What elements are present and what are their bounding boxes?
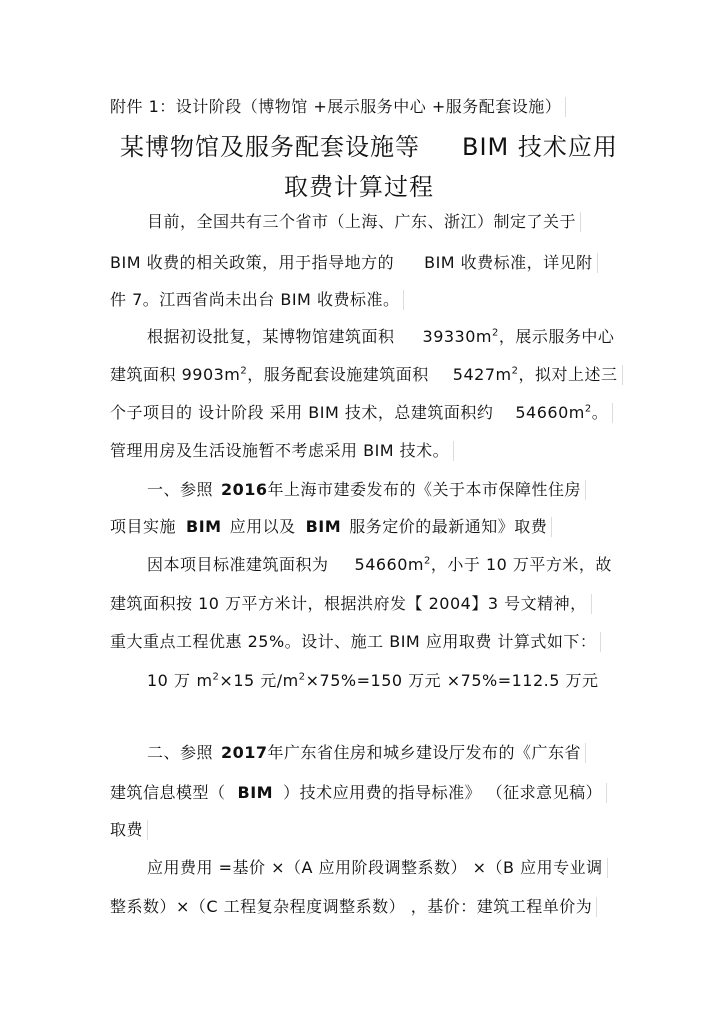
paragraph-2-line-2 <box>110 365 623 385</box>
area-value: 54660m <box>354 555 424 574</box>
text-fragment: 根据初设批复，某博物馆建筑面积 <box>147 327 395 346</box>
area-value: 54660m <box>515 403 585 422</box>
text-fragment: 因本项目标准建筑面积为 <box>147 555 329 574</box>
text-fragment: ×15 元/ <box>219 671 283 690</box>
text-fragment: ×75%=150 万元 ×75%=112.5 万元 <box>305 671 599 690</box>
area-value: 建筑面积 9903m <box>110 365 241 384</box>
bim-term: BIM <box>305 517 342 536</box>
year-value: 2016 <box>221 480 268 499</box>
text-fragment: 项目实施 <box>110 517 177 536</box>
page-title-line2: 取费计算过程 <box>284 173 434 201</box>
text-fragment: ，拟对上述三 <box>518 365 618 384</box>
text-fragment: 一、参照 <box>147 480 214 499</box>
text-fragment: BIM 收费标准，详见附 <box>424 253 593 272</box>
text-fragment: 个子项目的 设计阶段 采用 BIM 技术，总建筑面积约 <box>110 403 494 422</box>
text-fragment: 年广东省住房和城乡建设厅发布的《广东省 <box>267 743 582 762</box>
superscript: 2 <box>212 671 220 683</box>
section-2-heading-line-1 <box>147 743 586 763</box>
text-fragment: 应用以及 <box>229 517 296 536</box>
paragraph-2-line-3 <box>110 403 613 423</box>
title-part-b: BIM 技术应用 <box>462 133 618 161</box>
paragraph-3-line-2: 建筑面积按 10 万平方米计，根据洪府发【 2004】3 号文精神， <box>110 594 592 614</box>
paragraph-4-line-2: 整系数）×（C 工程复杂程度调整系数） ，基价：建筑工程单价为 <box>110 897 597 917</box>
section-2-heading-line-2 <box>110 783 607 803</box>
superscript: 2 <box>492 327 499 339</box>
fee-formula <box>147 671 599 691</box>
text-fragment: ，展示服务中心 <box>498 327 615 346</box>
unit-m: m <box>196 671 213 690</box>
bim-term: BIM <box>186 517 222 536</box>
paragraph-1-line-1: 目前，全国共有三个省市（上海、广东、浙江）制定了关于 <box>147 212 581 232</box>
paragraph-1-line-3: 件 7。江西省尚未出台 BIM 收费标准。 <box>110 290 404 310</box>
text-fragment: BIM 收费的相关政策，用于指导地方的 <box>110 253 395 272</box>
superscript: 2 <box>424 555 431 567</box>
paragraph-4-line-1: 应用费用 =基价 ×（A 应用阶段调整系数） ×（B 应用专业调 <box>147 858 608 878</box>
paragraph-3-line-3: 重大重点工程优惠 25%。设计、施工 BIM 应用取费 计算式如下： <box>110 632 601 652</box>
paragraph-1-line-2 <box>110 253 598 273</box>
section-1-heading-line-2 <box>110 517 552 537</box>
paragraph-2-line-1 <box>147 327 614 347</box>
text-fragment: 年上海市建委发布的《关于本市保障性住房 <box>267 480 582 499</box>
superscript: 2 <box>240 365 248 377</box>
paragraph-3-line-1 <box>147 555 612 575</box>
text-fragment: ，小于 10 万平方米，故 <box>430 555 612 574</box>
unit-m: m <box>282 671 299 690</box>
section-2-heading-line-3: 取费 <box>110 820 148 840</box>
text-fragment: 服务定价的最新通知》取费 <box>349 517 548 536</box>
area-value: 5427m <box>452 365 512 384</box>
section-1-heading-line-1 <box>147 480 586 500</box>
paragraph-2-line-4: 管理用房及生活设施暂不考虑采用 BIM 技术。 <box>110 441 454 461</box>
text-fragment: ，服务配套设施建筑面积 <box>247 365 429 384</box>
text-fragment: 10 万 <box>147 671 191 690</box>
title-part-a: 某博物馆及服务配套设施等 <box>120 133 420 161</box>
bim-term: BIM <box>237 783 274 802</box>
superscript: 2 <box>511 365 519 377</box>
text-fragment: ）技术应用费的指导标准》 （征求意见稿） <box>283 783 603 802</box>
text-fragment: 二、参照 <box>147 743 214 762</box>
attachment-label: 附件 1：设计阶段（博物馆 +展示服务中心 +服务配套设施） <box>110 97 566 117</box>
text-fragment: 建筑信息模型（ <box>110 783 226 802</box>
page-title-line1 <box>120 132 618 162</box>
area-value: 39330m <box>422 327 492 346</box>
text-fragment: 。 <box>591 403 609 422</box>
superscript: 2 <box>584 403 592 415</box>
year-value: 2017 <box>221 743 268 762</box>
superscript: 2 <box>298 671 306 683</box>
